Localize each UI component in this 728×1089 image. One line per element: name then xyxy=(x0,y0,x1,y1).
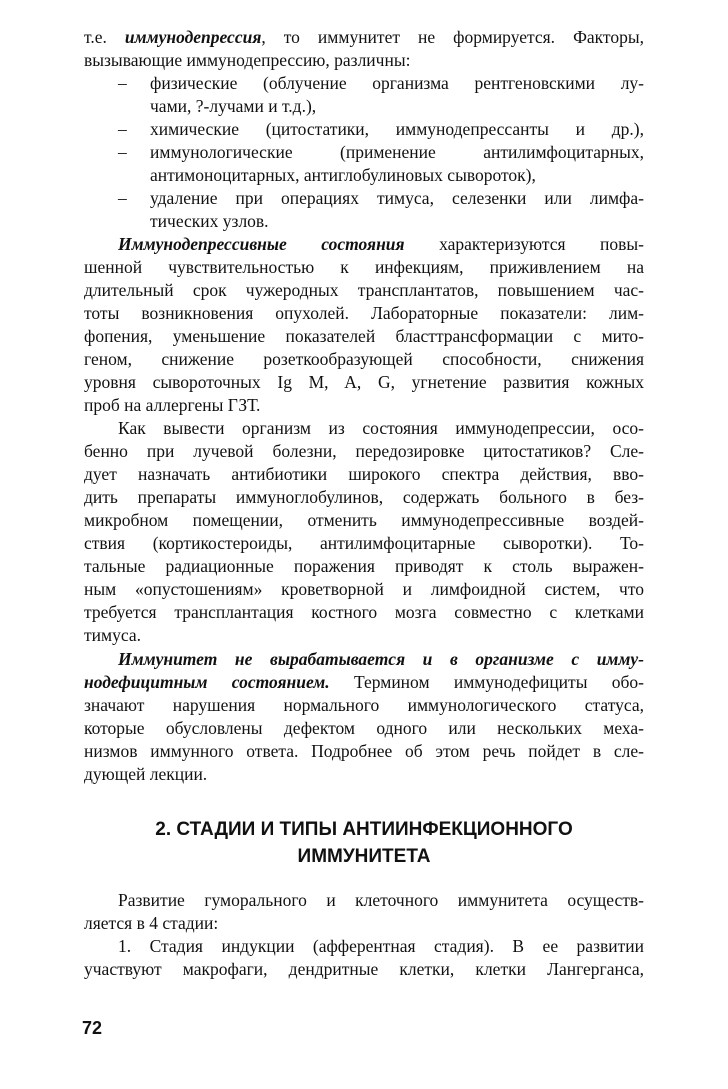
paragraph-line: требуется трансплантация костного мозга совместно с клетками xyxy=(84,602,644,622)
intro-line-2: вызывающие иммунодепрессию, различны: xyxy=(84,50,411,70)
paragraph-line: значают нарушения нормального иммунологического статуса, xyxy=(84,695,644,715)
paragraph-line: дить препараты иммуноглобулинов, содержать больного в без- xyxy=(84,487,644,507)
paragraph-line: ным «опустошениям» кроветворной и лимфоидной систем, что xyxy=(84,579,644,599)
paragraph-lead-line: Иммунитет не вырабатывается и в организме с имму- xyxy=(118,649,644,669)
paragraph-line: шенной чувствительностью к инфекциям, приживлением на xyxy=(84,257,644,277)
term-immunodepression: иммунодепрессия xyxy=(124,27,262,47)
paragraph-line: геном, снижение розеткообразующей способности, снижения xyxy=(84,349,644,369)
paragraph-line: 1. Стадия индукции (афферентная стадия). В ее развитии xyxy=(118,936,644,956)
paragraph-line: ляется в 4 стадии: xyxy=(84,913,219,933)
paragraph-line: Развитие гуморального и клеточного иммунитета осуществ- xyxy=(118,890,644,910)
list-dash: – xyxy=(118,73,127,93)
paragraph-line: проб на аллергены ГЗТ. xyxy=(84,395,261,415)
list-item-line: удаление при операциях тимуса, селезенки или лимфа- xyxy=(150,188,644,208)
term-immunodeficient-state: нодефицитным состоянием. xyxy=(84,672,330,692)
section-heading xyxy=(84,816,644,870)
paragraph-line: нодефицитным состоянием. Термином иммунодефициты обо- xyxy=(84,672,644,692)
intro-text xyxy=(84,26,644,72)
paragraph-line: дует назначать антибиотики широкого спектра действия, вво- xyxy=(84,464,644,484)
list-item xyxy=(84,118,644,141)
paragraph-exit-immunodepression xyxy=(84,417,644,647)
list-dash: – xyxy=(118,142,127,162)
section-heading-line-1: 2. СТАДИИ И ТИПЫ АНТИИНФЕКЦИОННОГО xyxy=(155,819,573,840)
paragraph-line: тимуса. xyxy=(84,625,141,645)
list-item-line: иммунологические (применение антилимфоцитарных, xyxy=(150,142,644,162)
term-immunodepressive-states: Иммунодепрессивные состояния xyxy=(118,234,405,254)
paragraph-stages xyxy=(84,889,644,981)
list-item xyxy=(84,187,644,233)
list-dash: – xyxy=(118,188,127,208)
section-heading-line-2: ИММУНИТЕТА xyxy=(297,846,431,867)
paragraph-line: ствия (кортикостероиды, антилимфоцитарные сыворотки). То- xyxy=(84,533,644,553)
paragraph-line: бенно при лучевой болезни, передозировке цитостатиков? Сле- xyxy=(84,441,644,461)
paragraph-line: тоты возникновения опухолей. Лабораторные показатели: лим- xyxy=(84,303,644,323)
list-item xyxy=(84,72,644,118)
paragraph-line: Иммунодепрессивные состояния характеризуются повы- xyxy=(118,234,645,254)
paragraph-line: микробном помещении, отменить иммунодепрессивные воздей- xyxy=(84,510,644,530)
paragraph-line: дующей лекции. xyxy=(84,764,208,784)
paragraph-line: Как вывести организм из состояния иммунодепрессии, осо- xyxy=(118,418,644,438)
list-item-line: чами, ?-лучами и т.д.), xyxy=(150,96,317,116)
paragraph-immunodeficiency xyxy=(84,648,644,786)
paragraph-line: фопения, уменьшение показателей бласттрансформации с мито- xyxy=(84,326,644,346)
page-number: 72 xyxy=(82,1018,103,1038)
paragraph-line: тальные радиационные поражения приводят к столь выражен- xyxy=(84,556,644,576)
list-item-line: физические (облучение организма рентгеновскими лу- xyxy=(150,73,644,93)
paragraph-line: низмов иммунного ответа. Подробнее об этом речь пойдет в сле- xyxy=(84,741,644,761)
paragraph-line: уровня сывороточных Ig M, A, G, угнетение развития кожных xyxy=(84,372,644,392)
paragraph-line: длительный срок чужеродных трансплантатов, повышением час- xyxy=(84,280,644,300)
paragraph-line: участвуют макрофаги, дендритные клетки, клетки Лангерганса, xyxy=(84,959,644,979)
paragraph-line: которые обусловлены дефектом одного или нескольких меха- xyxy=(84,718,644,738)
intro-line-1: т.е. иммунодепрессия, то иммунитет не формируется. Факторы, xyxy=(84,27,644,47)
factors-list xyxy=(84,72,644,233)
list-dash: – xyxy=(118,119,127,139)
list-item-line: химические (цитостатики, иммунодепрессанты и др.), xyxy=(150,119,644,139)
list-item-line: антимоноцитарных, антиглобулиновых сывороток), xyxy=(150,165,536,185)
list-item xyxy=(84,141,644,187)
paragraph-immunodepressive-states xyxy=(84,233,644,417)
list-item-line: тических узлов. xyxy=(150,211,269,231)
